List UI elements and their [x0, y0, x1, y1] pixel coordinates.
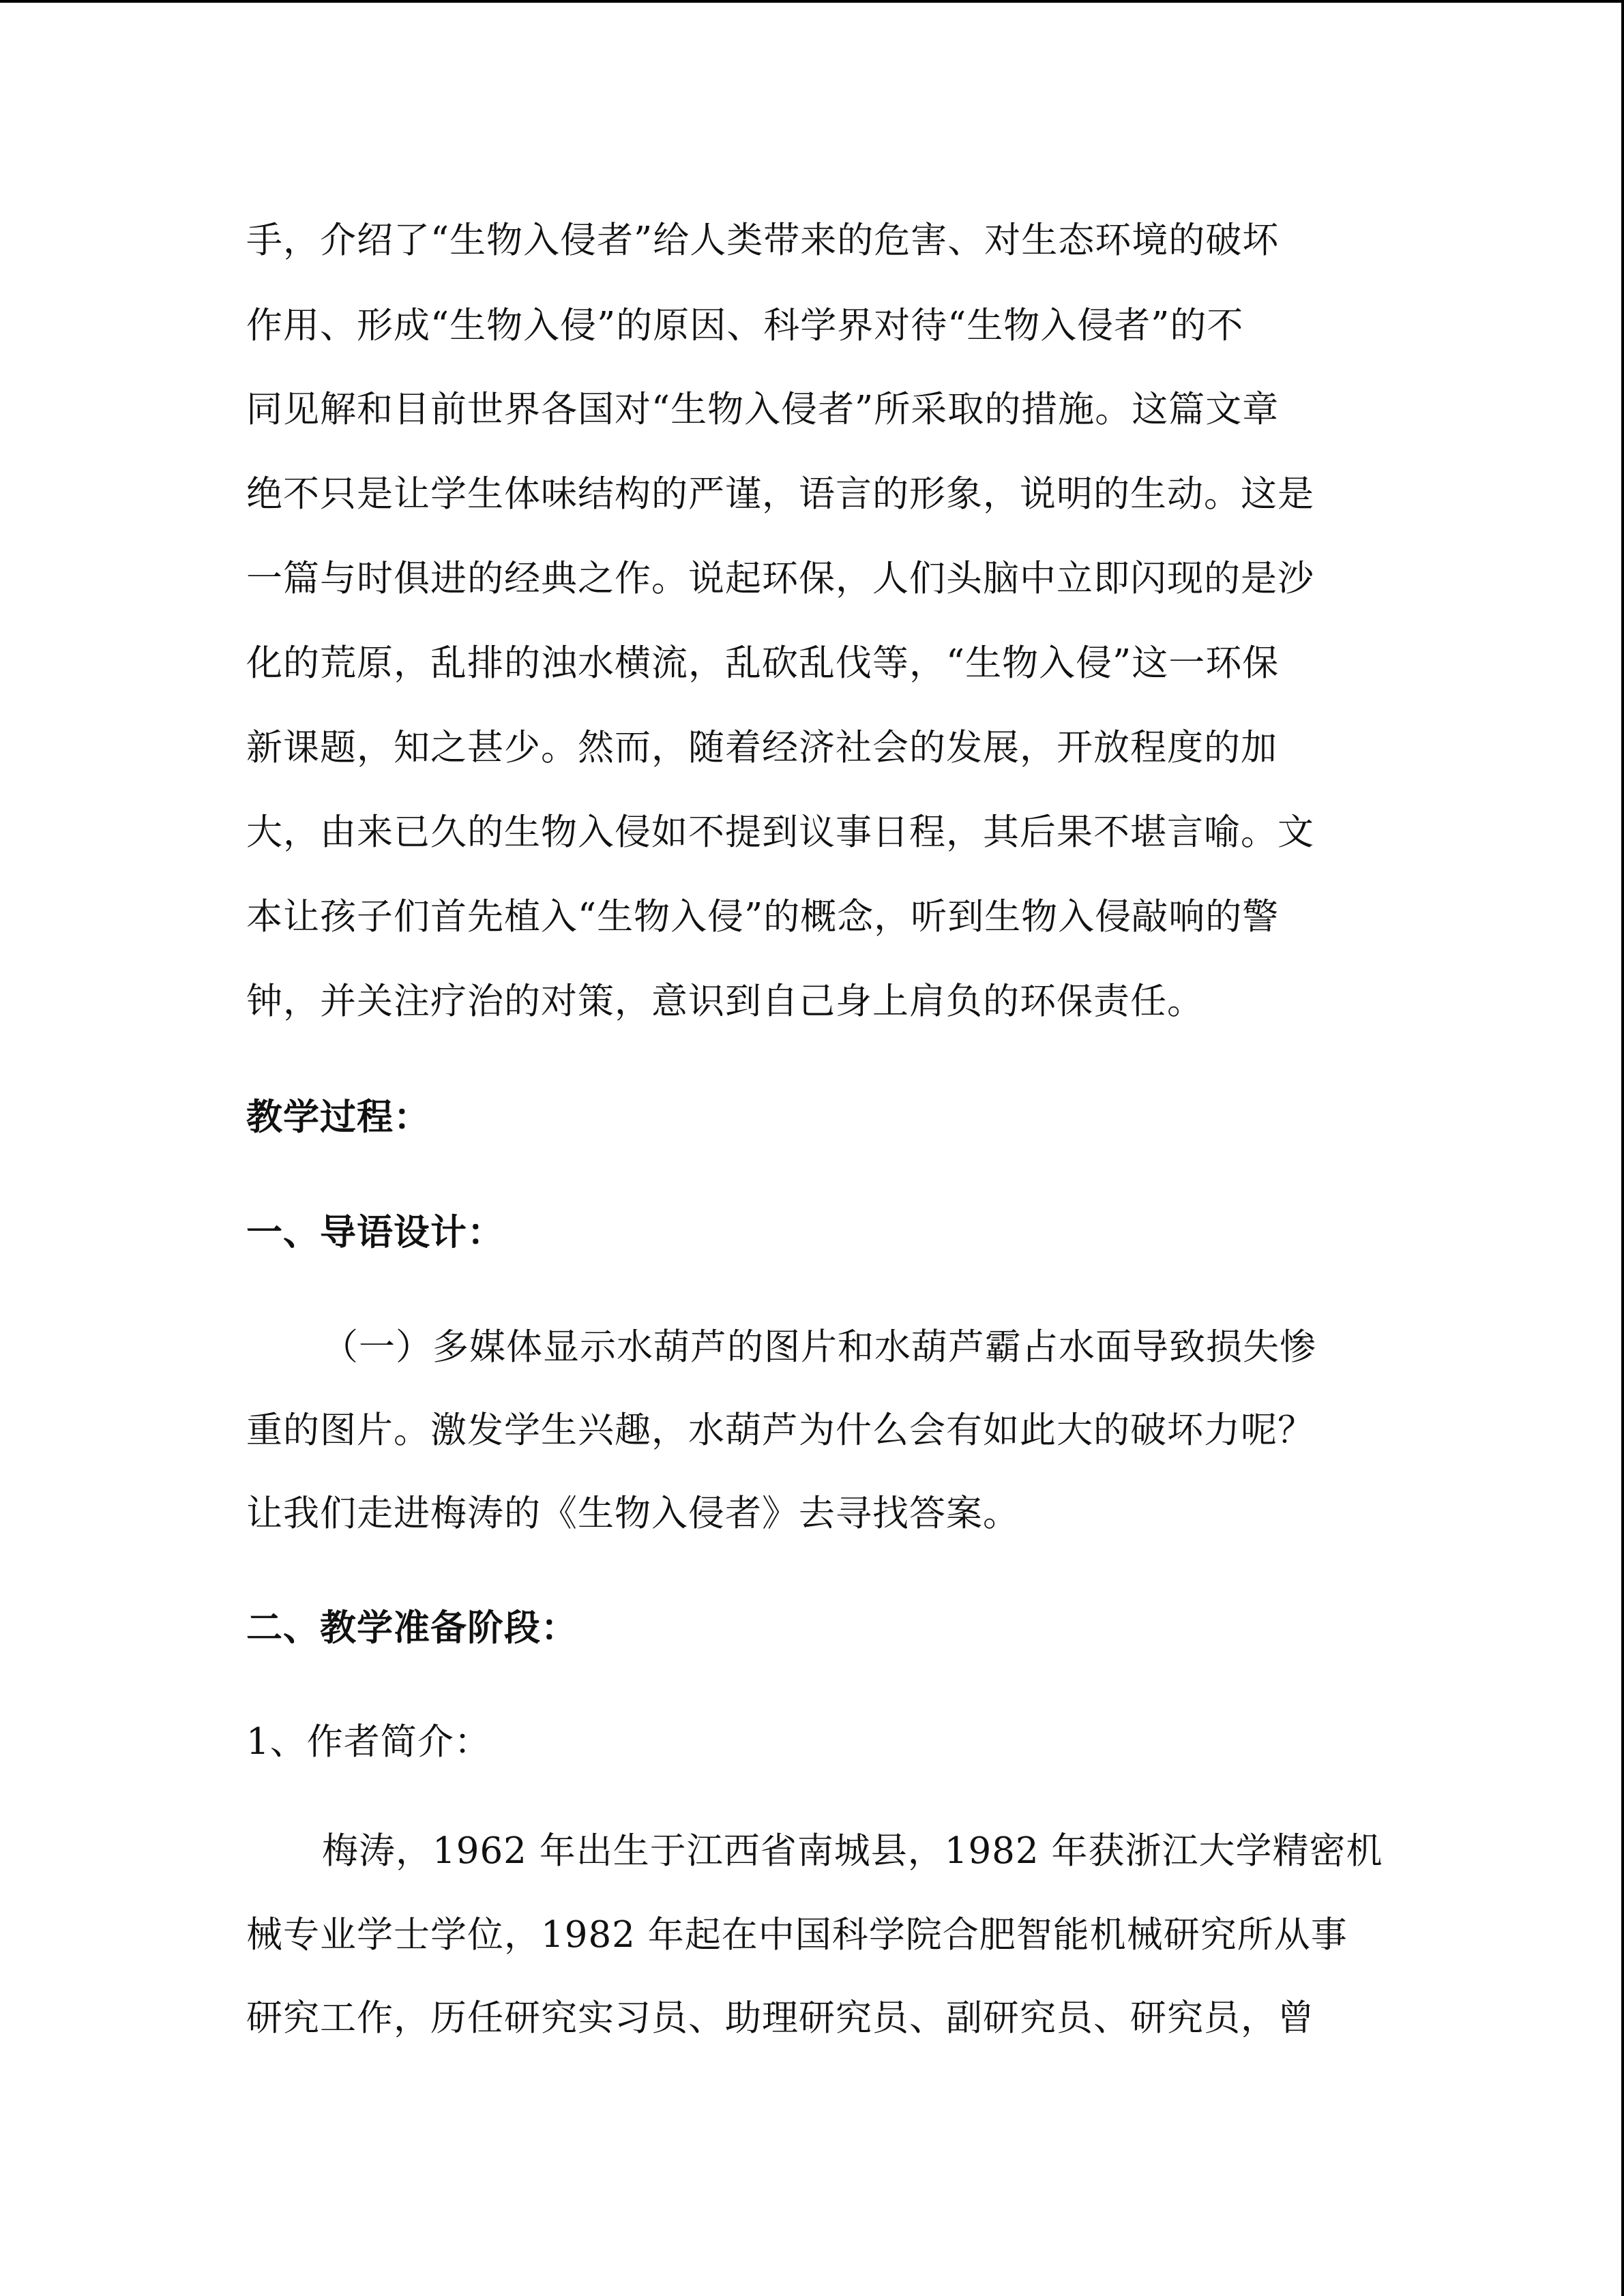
paragraph-line: 研究工作，历任研究实习员、助理研究员、副研究员、研究员，曾 [246, 1997, 1314, 2039]
paragraph-line: （一）多媒体显示水葫芦的图片和水葫芦霸占水面导致损失惨 [322, 1326, 1316, 1368]
paragraph-line: 让我们走进梅涛的《生物入侵者》去寻找答案。 [246, 1493, 1020, 1534]
paragraph-line: 手，介绍了“生物入侵者”给人类带来的危害、对生态环境的破坏 [246, 220, 1280, 261]
paragraph-line: 作用、形成“生物入侵”的原因、科学界对待“生物入侵者”的不 [246, 305, 1244, 346]
paragraph-line: 化的荒原，乱排的浊水横流，乱砍乱伐等，“生物入侵”这一环保 [246, 642, 1280, 684]
subheading-author-intro: 1、作者简介： [246, 1721, 491, 1763]
heading-intro-design: 一、导语设计： [246, 1211, 504, 1253]
paragraph-line: 新课题，知之甚少。然而，随着经济社会的发展，开放程度的加 [246, 727, 1278, 769]
heading-preparation-stage: 二、教学准备阶段： [246, 1607, 578, 1649]
paragraph-line: 同见解和目前世界各国对“生物入侵者”所采取的措施。这篇文章 [246, 389, 1280, 430]
paragraph-line: 钟，并关注疗治的对策，意识到自己身上肩负的环保责任。 [246, 981, 1204, 1022]
paragraph-line: 绝不只是让学生体味结构的严谨，语言的形象，说明的生动。这是 [246, 473, 1314, 515]
paragraph-line: 重的图片。激发学生兴趣，水葫芦为什么会有如此大的破坏力呢？ [246, 1410, 1314, 1451]
paragraph-line: 大，由来已久的生物入侵如不提到议事日程，其后果不堪言喻。文 [246, 811, 1314, 853]
heading-teaching-process: 教学过程： [246, 1096, 430, 1138]
paragraph-line: 一篇与时俱进的经典之作。说起环保，人们头脑中立即闪现的是沙 [246, 558, 1314, 599]
page-top-border [0, 0, 1624, 3]
paragraph-line: 梅涛，1962 年出生于江西省南城县，1982 年获浙江大学精密机 [322, 1830, 1383, 1872]
page-right-border [1621, 0, 1624, 2296]
paragraph-line: 本让孩子们首先植入“生物入侵”的概念，听到生物入侵敲响的警 [246, 896, 1280, 938]
paragraph-line: 械专业学士学位，1982 年起在中国科学院合肥智能机械研究所从事 [246, 1914, 1348, 1956]
